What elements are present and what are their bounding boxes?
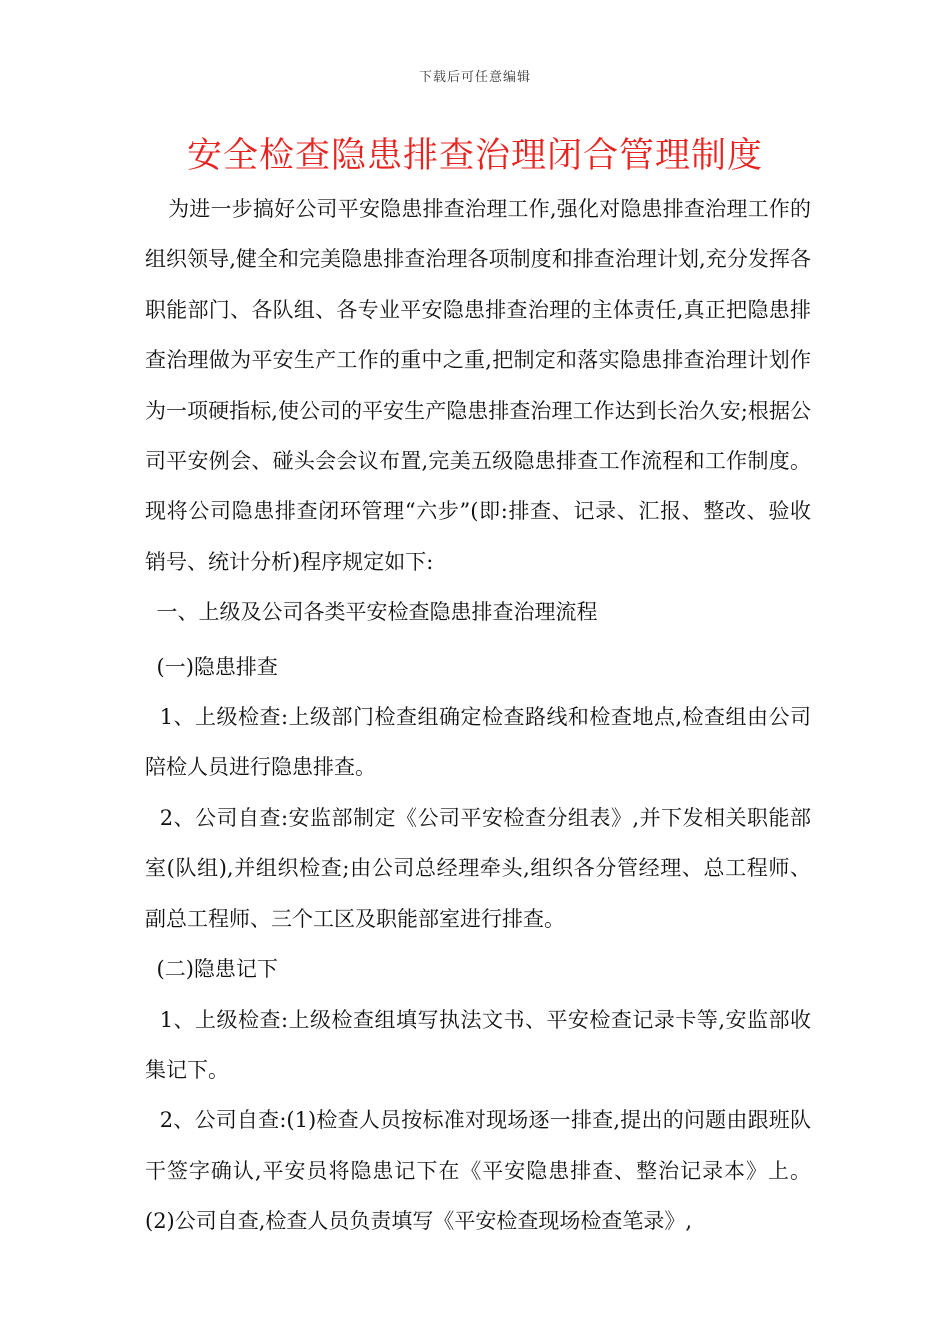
sub-section-1-item-1: 1、上级检查:上级部门检查组确定检查路线和检查地点,检查组由公司陪检人员进行隐患排查。 <box>145 705 811 780</box>
sub-section-1-heading: (一)隐患排查 <box>156 654 278 679</box>
section-1-heading: 一、上级及公司各类平安检查隐患排查治理流程 <box>156 600 598 625</box>
intro-paragraph: 为进一步搞好公司平安隐患排查治理工作,强化对隐患排查治理工作的组织领导,健全和完美隐患排查治理各项制度和排查治理计划,充分发挥各职能部门、各队组、各专业平安隐患排查治理的主体责任,真正把隐患排查治理做为平安生产工作的重中之重,把制定和落实隐患排查治理计划作为一项硬指标,使公司的平安生产隐患排查治理工作达到长治久安;根据公司平安例会、碰头会会议布置,完美五级隐患排查工作流程和工作制度。现将公司隐患排查闭环管理“六步”(即:排查、记录、汇报、整改、验收销号、统计分析)程序规定如下: <box>145 197 811 574</box>
document-title: 安全检查隐患排查治理闭合管理制度 <box>186 136 763 176</box>
sub-section-2-heading: (二)隐患记下 <box>156 957 278 982</box>
sub-section-1-item-2: 2、公司自查:安监部制定《公司平安检查分组表》,并下发相关职能部室(队组),并组织检查;由公司总经理牵头,组织各分管经理、总工程师、副总工程师、三个工区及职能部室进行排查。 <box>145 805 811 931</box>
sub-section-2-item-2: 2、公司自查:(1)检查人员按标准对现场逐一排查,提出的问题由跟班队干签字确认,平安员将隐患记下在《平安隐患排查、整治记录本》上。(2)公司自查,检查人员负责填写《平安检查现场检查笔录》, <box>145 1108 811 1234</box>
header-note: 下载后可任意编辑 <box>418 70 531 85</box>
sub-section-2-item-1: 1、上级检查:上级检查组填写执法文书、平安检查记录卡等,安监部收集记下。 <box>145 1007 811 1082</box>
document-body <box>145 184 811 1247</box>
